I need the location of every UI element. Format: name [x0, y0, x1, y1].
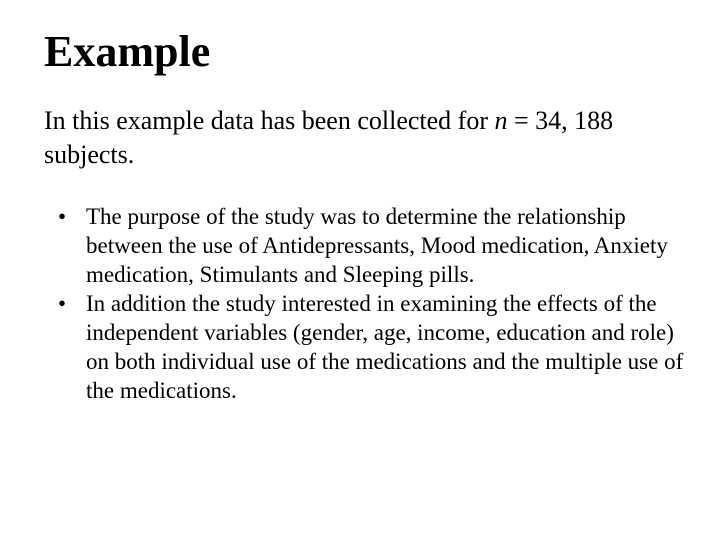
- bullet-marker: •: [58, 204, 67, 229]
- bullet-list: [44, 202, 694, 405]
- intro-paragraph: [44, 104, 684, 172]
- bullet-marker: •: [58, 291, 67, 316]
- slide-title: Example: [44, 27, 211, 76]
- intro-text-start: In this example data has been collected for: [44, 106, 495, 135]
- intro-text-end: = 34, 188 subjects.: [44, 106, 614, 169]
- bullet-text: In addition the study interested in examining the effects of the independent variables (gender, age, income, education and role) on both individual use of the medications and the multiple use of the medications.: [86, 291, 684, 403]
- intro-variable-n: n: [494, 106, 508, 135]
- bullet-item: [44, 289, 694, 405]
- bullet-text: The purpose of the study was to determine the relationship between the use of Antidepressants, Mood medication, Anxiety medication, Stimulants and Sleeping pills.: [86, 204, 668, 287]
- bullet-item: [44, 202, 694, 289]
